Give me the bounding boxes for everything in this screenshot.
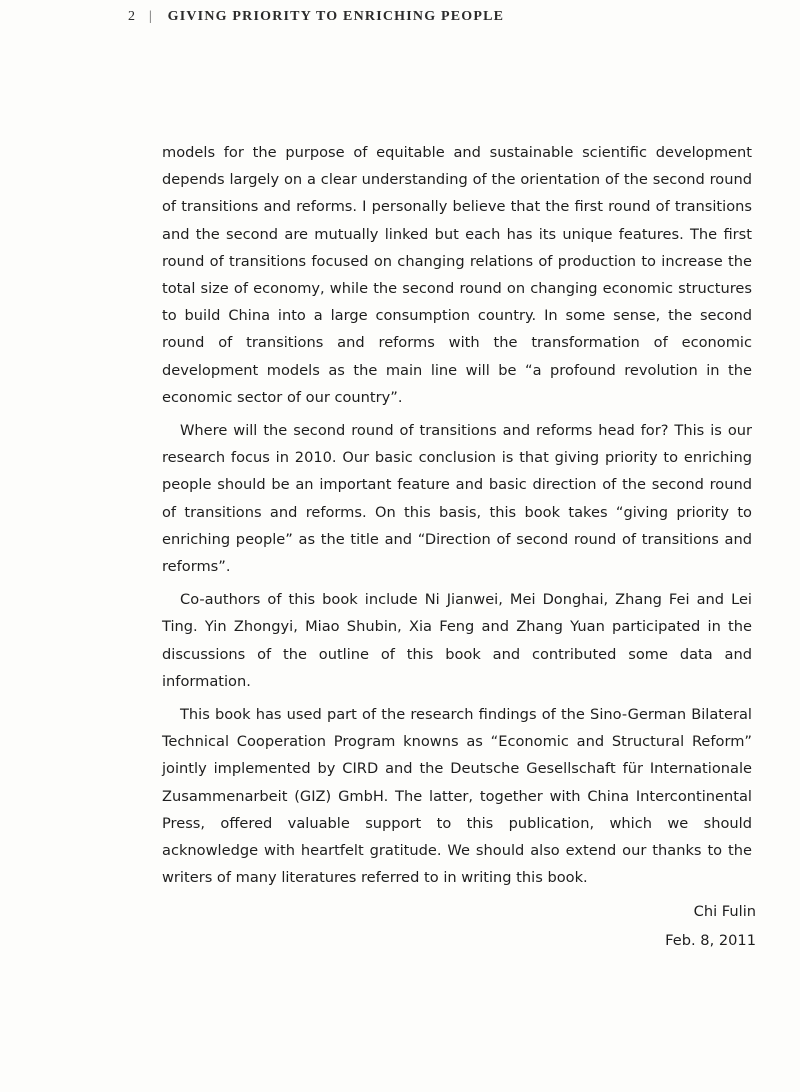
paragraph: This book has used part of the research findings of the Sino-German Bilateral Technical Cooperation Program knowns as “Economic and Structural Reform” jointly implemented by CIRD and the Deutsche Gesellschaft für Internationale Zusammenarbeit (GIZ) GmbH. The latter, together with China Intercontinental Press, offered valuable support to this publication, which we should acknowledge with heartfelt gratitude. We should also extend our thanks to the writers of many literatures referred to in writing this book. xyxy=(162,706,752,887)
running-header xyxy=(128,9,504,25)
running-title: GIVING PRIORITY TO ENRICHING PEOPLE xyxy=(167,9,505,24)
author-name: Chi Fulin xyxy=(693,903,756,920)
signature-block xyxy=(665,897,756,955)
body-text xyxy=(162,139,752,897)
signature-date: Feb. 8, 2011 xyxy=(665,932,756,949)
header-separator: | xyxy=(148,9,153,24)
paragraph: Where will the second round of transitions and reforms head for? This is our research focus in 2010. Our basic conclusion is that giving priority to enriching people should be an important feature and basic direction of the second round of transitions and reforms. On this basis, this book takes “giving priority to enriching people” as the title and “Direction of second round of transitions and reforms”. xyxy=(162,422,752,576)
page-number: 2 xyxy=(128,9,137,24)
paragraph: Co-authors of this book include Ni Jianwei, Mei Donghai, Zhang Fei and Lei Ting. Yin Zhongyi, Miao Shubin, Xia Feng and Zhang Yuan participated in the discussions of the outline of this book and contributed some data and information. xyxy=(162,591,752,690)
paragraph-continued: models for the purpose of equitable and sustainable scientific development depends largely on a clear understanding of the orientation of the second round of transitions and reforms. I personally believe that the first round of transitions and the second are mutually linked but each has its unique features. The first round of transitions focused on changing relations of production to increase the total size of economy, while the second round on changing economic structures to build China into a large consumption country. In some sense, the second round of transitions and reforms with the transformation of economic development models as the main line will be “a profound revolution in the economic sector of our country”. xyxy=(162,144,752,406)
